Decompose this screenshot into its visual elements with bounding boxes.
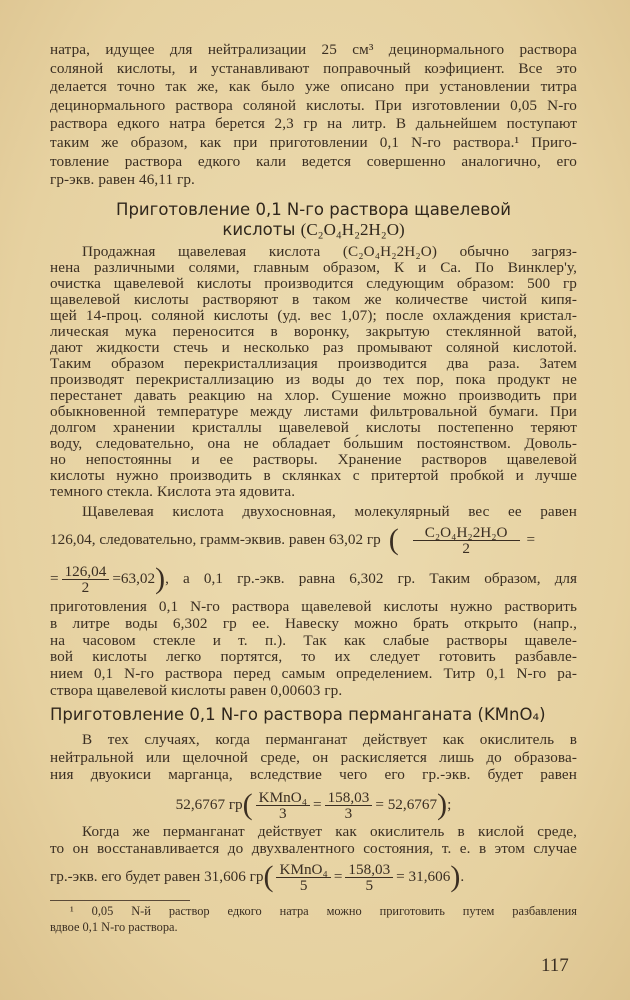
numerator: 158,03 — [345, 862, 393, 878]
paren: ) — [437, 788, 448, 821]
chemical-formula: (C₂O₄H₂2H₂O) — [300, 220, 405, 239]
punctuation: . — [460, 868, 465, 885]
text-line: створа щавелевой кислоты равен 0,00603 гр. — [50, 681, 343, 699]
text-line: товление раствора едкого кали ведется совершенно аналогично, его — [50, 152, 577, 170]
text-line: раствора едкого натра берется 2,3 гр на литр. В дальнейшем поступают — [50, 115, 577, 133]
text-line: Когда же перманганат действует как окислитель в кислой среде, — [82, 823, 577, 840]
text-line: щавелевой кислоты растворяют в таком же количестве чистой кипя- — [50, 291, 577, 308]
denominator: 5 — [299, 876, 308, 894]
equals-sign: = — [313, 796, 322, 813]
denominator: 3 — [344, 804, 353, 822]
section-heading-permanganate: Приготовление 0,1 N-го раствора перманганата (KMnO₄) — [50, 705, 546, 724]
paragraph-4 — [50, 731, 577, 784]
formula-line-oxalic-1 — [50, 521, 577, 559]
numerator: C₂O₄H₂2H₂O — [413, 525, 520, 541]
denominator: 5 — [365, 876, 374, 894]
text-line: обыкновенной температуре между листами фильтровальной бумаги. При — [50, 403, 577, 420]
text-line: кислоты нужно производить в склянках с притертой пробкой и лучше — [50, 467, 577, 484]
text-line: децинормального раствора соляной кислоты. При изготовлении 0,05 N-го — [50, 96, 577, 114]
footnote-line: ¹ 0,05 N-й раствор едкого натра можно приготовить путем разбавления — [70, 904, 577, 918]
text-line: щей 14-проц. соляной кислоты (уд. вес 1,07); после охлаждения кристал- — [50, 307, 577, 324]
heading-line — [50, 220, 577, 240]
text-line: Продажная щавелевая кислота (C₂O₄H₂2H₂O) обычно загряз- — [82, 243, 577, 260]
text-line: делается точно так же, как было уже описано при установлении титра — [50, 78, 577, 96]
text-line: долгом хранении кристаллы щавелевой кислоты постепенно теряют — [50, 419, 577, 436]
numerator: KMnO₄ — [276, 862, 330, 878]
heading-text: кислоты — [222, 220, 296, 239]
text-line: воду, следовательно, она не обладает бо́льшим постоянством. Доволь- — [50, 435, 577, 452]
paren: ) — [450, 860, 461, 893]
heading-line: Приготовление 0,1 N-го раствора щавелевой — [116, 200, 511, 219]
text-line: таким же образом, как при приготовлении 0,1 N-го раствора.¹ Приго- — [50, 133, 577, 151]
formula-permanganate-neutral — [50, 787, 577, 823]
text-line: 126,04, следовательно, грамм-эквив. равен 63,02 гр — [50, 531, 381, 548]
text-line: на часовом стекле и т. п.). Так как слабые растворы щавеле- — [50, 631, 577, 649]
denominator: 2 — [462, 539, 470, 557]
paragraph-5 — [50, 823, 577, 857]
denominator: 3 — [279, 804, 287, 822]
paragraph-1 — [50, 41, 577, 190]
text-line: приготовления 0,1 N-го раствора щавелевой кислоты нужно растворить — [50, 598, 577, 615]
result: = 31,606 — [396, 868, 451, 885]
text-line: натра, идущее для нейтрализации 25 см³ децинормального раствора — [50, 41, 577, 58]
paren: ) — [155, 562, 166, 595]
text-line: лическая мука переносится в воронку, закрытую стеклянной ватой, — [50, 323, 577, 340]
text-line: Щавелевая кислота двухосновная, молекулярный вес ее равен — [82, 503, 577, 520]
fraction — [345, 862, 393, 893]
paragraph-3-rest — [50, 599, 577, 700]
text-line: нена различными солями, главным образом, К и Са. По Винклер'у, — [50, 259, 577, 276]
equals-sign: = — [50, 570, 59, 587]
fraction — [276, 862, 330, 893]
formula-permanganate-acid — [50, 859, 577, 895]
equals-sign: = — [526, 531, 536, 548]
fraction — [325, 790, 373, 821]
footnote-line: вдвое 0,1 N-го раствора. — [50, 919, 178, 934]
text-line: нием 0,1 N-го раствора перед самым определением. Титр 0,1 N-го ра- — [50, 665, 577, 683]
paren: ( — [263, 860, 274, 893]
text-line: в литре воды 6,302 гр ее. Навеску можно брать открыто (напр., — [50, 614, 577, 632]
page-number: 117 — [541, 955, 569, 976]
footnote-divider — [50, 900, 190, 901]
paren: ( — [388, 523, 399, 556]
text-line: очистка щавелевой кислоты производится следующим образом: 500 гр — [50, 275, 577, 292]
paragraph-3-line1 — [50, 503, 577, 520]
paren: ( — [242, 788, 253, 821]
punctuation: ; — [447, 796, 452, 813]
result: = 52,6767 — [375, 796, 438, 813]
text-line: перестанет давать реакцию на хлор. Сушение можно производить при — [50, 387, 577, 404]
text-line: нейтральной или щелочной среде, он раскисляется лишь до образова- — [50, 748, 577, 766]
equals-sign: = — [333, 868, 343, 885]
text-line: В тех случаях, когда перманганат действует как окислитель в — [82, 731, 577, 748]
text-line: ния двуокиси марганца, вследствие чего его гр.-экв. будет равен — [50, 766, 577, 783]
text-line: но непостоянны и ее растворы. Хранение растворов щавелевой — [50, 451, 577, 468]
numerator: 126,04 — [62, 564, 110, 580]
paragraph-2 — [50, 244, 577, 500]
footnote — [50, 904, 577, 935]
denominator: 2 — [81, 578, 90, 596]
numerator: 158,03 — [325, 790, 373, 806]
result: =63,02 — [112, 570, 156, 587]
fraction — [256, 790, 310, 821]
numerator: KMnO₄ — [256, 790, 310, 806]
text-line: дают жидкости стечь и несколько раз промывают соляной кислотой. — [50, 339, 577, 356]
text: 52,6767 гр — [175, 796, 243, 813]
text-line: гр-экв. равен 46,11 гр. — [50, 171, 195, 189]
text-line: то он восстанавливается до двухвалентного состояния, т. е. в этом случае — [50, 840, 577, 857]
text-line: темного стекла. Кислота эта ядовита. — [50, 483, 296, 500]
text: гр.-экв. его будет равен 31,606 гр — [50, 868, 264, 885]
text-line: соляной кислоты, и устанавливают поправочный коэфициент. Все это — [50, 59, 577, 77]
text-line: , а 0,1 гр.-экв. равна 6,302 гр. Таким образом, для — [165, 570, 577, 587]
text-line: вой кислоты легко портятся, то их следует готовить разбавле- — [50, 648, 577, 666]
text-line: Таким образом перекристаллизация производится два раза. Затем — [50, 355, 577, 372]
text-line: производят перекристаллизацию из воды до тех пор, пока продукт не — [50, 371, 577, 388]
fraction — [413, 525, 520, 556]
formula-line-oxalic-2 — [50, 560, 577, 598]
section-heading-oxalic — [50, 200, 577, 240]
fraction — [62, 564, 110, 595]
